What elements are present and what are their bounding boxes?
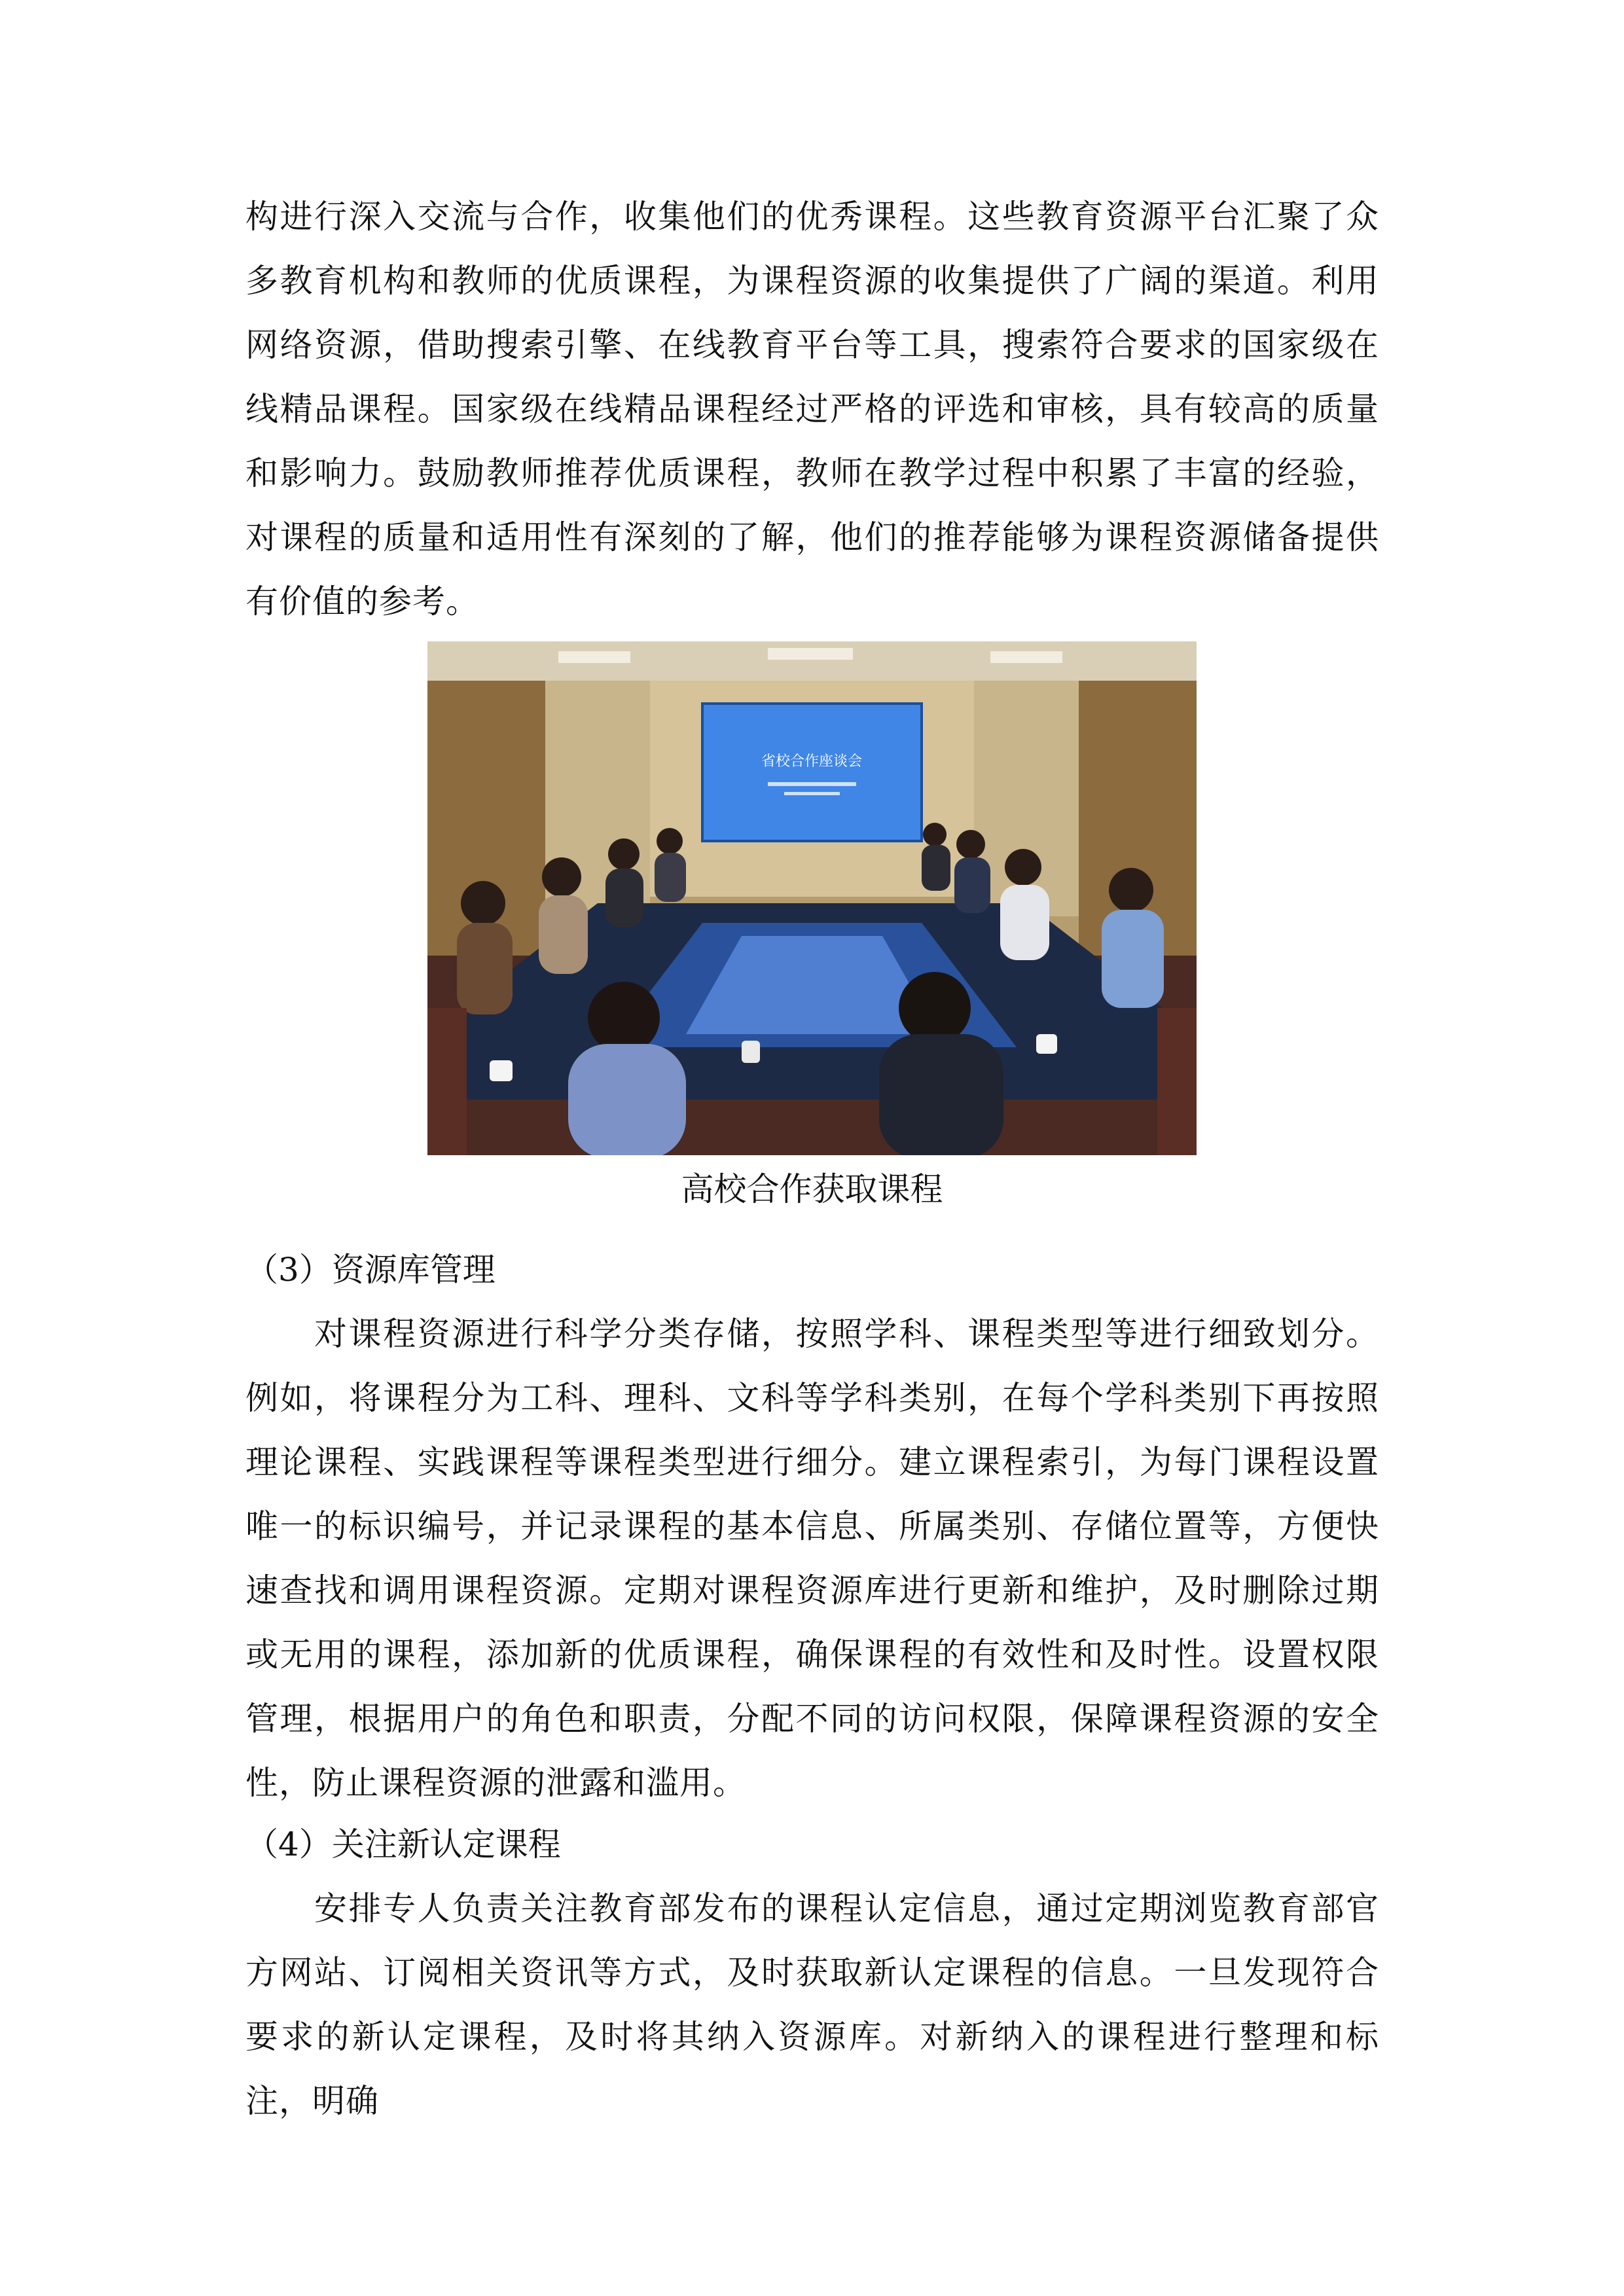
- section-heading-4: （4）关注新认定课程: [245, 1825, 561, 1863]
- projection-screen: [702, 704, 922, 841]
- paragraph-resource-management: 对课程资源进行科学分类存储，按照学科、课程类型等进行细致划分。例如，将课程分为工科、理科、文科等学科类别，在每个学科类别下再按照理论课程、实践课程等课程类型进行细分。建立课程索引，为每门课程设置唯一的标识编号，并记录课程的基本信息、所属类别、存储位置等，方便快速查找和调用课程资源。定期对课程资源库进行更新和维护，及时删除过期或无用的课程，添加新的优质课程，确保课程的有效性和及时性。设置权限管理，根据用户的角色和职责，分配不同的访问权限，保障课程资源的安全性，防止课程资源的泄露和滥用。: [245, 1315, 1379, 1802]
- paragraph-new-courses: 安排专人负责关注教育部发布的课程认定信息，通过定期浏览教育部官方网站、订阅相关资讯等方式，及时获取新认定课程的信息。一旦发现符合要求的新认定课程，及时将其纳入资源库。对新纳入的课程进行整理和标注，明确: [245, 1890, 1379, 2120]
- screen-title: 省校合作座谈会: [761, 753, 863, 770]
- figure-caption: 高校合作获取课程: [681, 1170, 943, 1208]
- meeting-photo-illustration: [427, 641, 1197, 1155]
- section-heading-3: （3）资源库管理: [245, 1251, 496, 1289]
- meeting-photo: [427, 641, 1197, 1155]
- paragraph-course-collection: 构进行深入交流与合作，收集他们的优秀课程。这些教育资源平台汇聚了众多教育机构和教师的优质课程，为课程资源的收集提供了广阔的渠道。利用网络资源，借助搜索引擎、在线教育平台等工具，搜索符合要求的国家级在线精品课程。国家级在线精品课程经过严格的评选和审核，具有较高的质量和影响力。鼓励教师推荐优质课程，教师在教学过程中积累了丰富的经验，对课程的质量和适用性有深刻的了解，他们的推荐能够为课程资源储备提供有价值的参考。: [245, 198, 1379, 620]
